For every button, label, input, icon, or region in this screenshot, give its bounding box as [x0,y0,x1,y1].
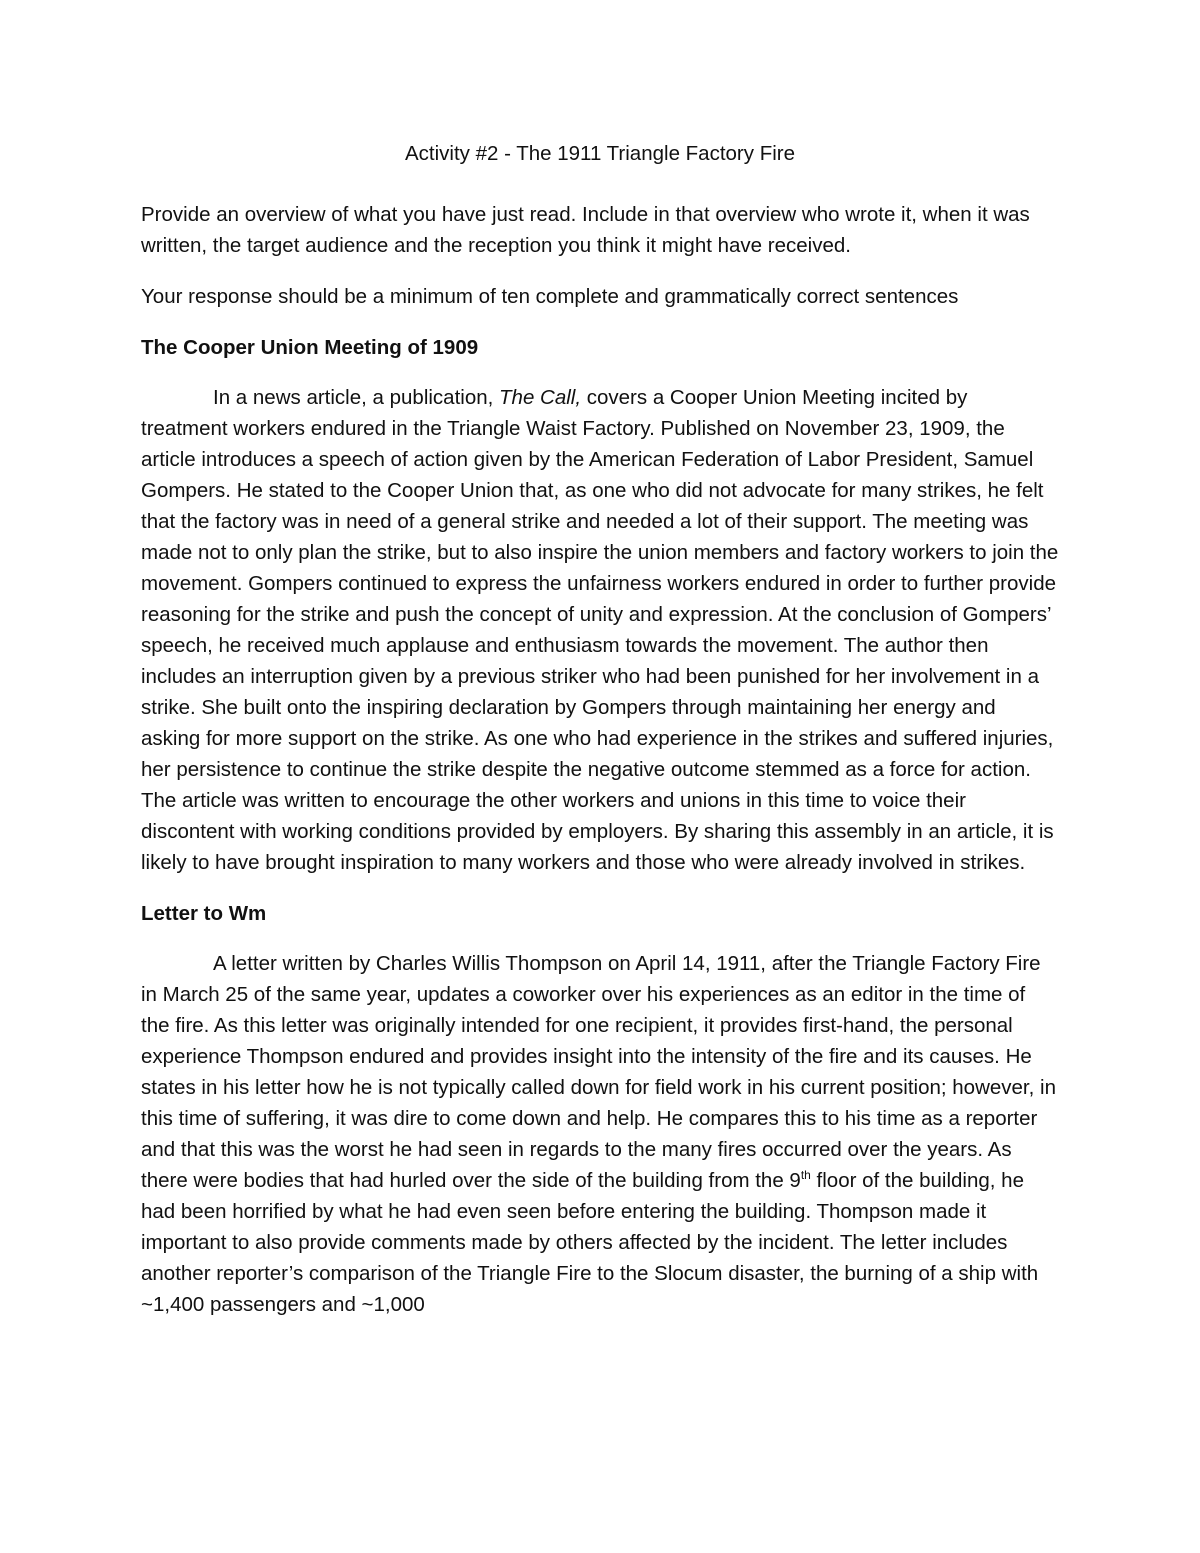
letter-paragraph [141,948,1059,1320]
instructions-paragraph: Provide an overview of what you have just read. Include in that overview who wrote it, when it was written, the target audience and the reception you think it might have received. [141,203,1030,257]
cooper-union-paragraph [141,382,1059,878]
ordinal-superscript: th [800,1168,811,1183]
requirement-paragraph: Your response should be a minimum of ten complete and grammatically correct sentences [141,285,959,308]
section-heading-letter: Letter to Wm [141,902,267,925]
section-heading-cooper-union: The Cooper Union Meeting of 1909 [141,336,479,359]
publication-title: The Call, [499,386,582,409]
document-title: Activity #2 - The 1911 Triangle Factory Fire [404,142,796,165]
paragraph-text: A letter written by Charles Willis Thompson on April 14, 1911, after the Triangle Factory Fire in March 25 of the same year, updates a coworker over his experiences as an editor in the time of the fire. As this letter was originally intended for one recipient, it provides first-hand, the personal experience Thompson endured and provides insight into the intensity of the fire and its causes. He states in his letter how he is not typically called down for field work in his current position; however, in this time of suffering, it was dire to come down and help. He compares this to his time as a reporter and that this was the worst he had seen in regards to the many fires occurred over the years. As there were bodies that had hurled over the side of the building from the 9 [141,952,1056,1192]
paragraph-text: In a news article, a publication, [213,386,500,409]
paragraph-text: covers a Cooper Union Meeting incited by treatment workers endured in the Triangle Waist Factory. Published on November 23, 1909, the article introduces a speech of action given by the American Federation of Labor President, Samuel Gompers. He stated to the Cooper Union that, as one who did not advocate for many strikes, he felt that the factory was in need of a general strike and needed a lot of their support. The meeting was made not to only plan the strike, but to also inspire the union members and factory workers to join the movement. Gompers continued to express the unfairness workers endured in order to further provide reasoning for the strike and push the concept of unity and expression. At the conclusion of Gompers’ speech, he received much applause and enthusiasm towards the movement. The author then includes an interruption given by a previous striker who had been punished for her involvement in a strike. She built onto the inspiring declaration by Gompers through maintaining her energy and asking for more support on the strike. As one who had experience in the strikes and suffered injuries, her persistence to continue the strike despite the negative outcome stemmed as a force for action. The article was written to encourage the other workers and unions in this time to voice their discontent with working conditions provided by employers. By sharing this assembly in an article, it is likely to have brought inspiration to many workers and those who were already involved in strikes. [141,386,1059,874]
paragraph-text: floor of the building, he had been horrified by what he had even seen before entering the building. Thompson made it important to also provide comments made by others affected by the incident. The letter includes another reporter’s comparison of the Triangle Fire to the Slocum disaster, the burning of a ship with ~1,400 passengers and ~1,000 [141,1169,1039,1316]
document-page [141,138,1059,1320]
